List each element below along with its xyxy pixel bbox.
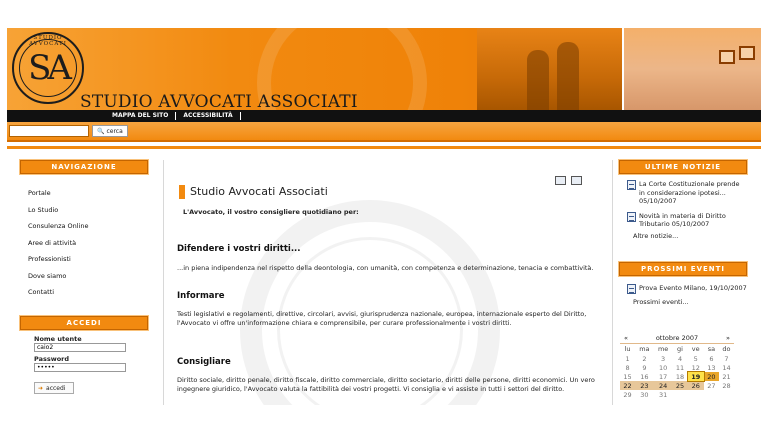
news-item-text: Novità in materia di Diritto Tributario 05/10/2007	[639, 211, 726, 228]
calendar-day[interactable]: 2	[642, 354, 647, 363]
calendar-day[interactable]: 4	[677, 354, 683, 363]
tagline: L'Avvocato, il vostro consigliere quotidiano per:	[183, 208, 359, 216]
login-title: ACCEDI	[20, 316, 148, 330]
login-button[interactable]	[34, 382, 74, 394]
calendar-day[interactable]: 25	[673, 381, 688, 390]
more-events-link[interactable]: Prossimi eventi...	[633, 298, 689, 306]
header-photo-office	[477, 28, 622, 110]
weekday-label: do	[722, 345, 731, 353]
calendar-day[interactable]: 8	[625, 363, 630, 372]
weekday-label: lu	[624, 345, 631, 353]
weekday-label: ve	[691, 345, 700, 353]
weekday-label: ma	[639, 345, 650, 353]
section-text-consigliare: Diritto sociale, diritto penale, diritto fiscale, diritto commerciale, diritto societario, diritti delle persone, diritti economici. Un vero ingegnere giuridico, l'Avvocato valuta la fattibilità dei vostri progetti. Vi consiglia e vi assiste in tutti i settori del diritto.	[177, 376, 595, 393]
navigation-panel	[20, 160, 148, 305]
calendar-day[interactable]: 11	[675, 363, 685, 372]
section-text-informare: Testi legislativi e regolamenti, direttive, circolari, avvisi, giurisprudenza nazionale, europea, internazionale esperto del Diritto, l'Avvocato vi offre un'informazione chiara e comprensibile, per curare professionalmente i vostri diritti.	[177, 310, 587, 327]
site-header	[7, 28, 761, 110]
calendar-day[interactable]: 18	[675, 372, 685, 381]
document-icon	[627, 180, 636, 190]
logo-monogram: SA	[28, 48, 68, 88]
calendar-day-today[interactable]: 19	[688, 372, 704, 381]
nav-item-consulenza-online[interactable]: Consulenza Online	[28, 222, 89, 230]
news-panel	[619, 160, 747, 240]
event-item[interactable]	[619, 284, 747, 294]
calendar-day[interactable]: 14	[722, 363, 731, 372]
calendar-next-button[interactable]: »	[726, 334, 730, 342]
calendar-day[interactable]: 3	[661, 354, 666, 363]
search-icon: 🔍	[97, 127, 105, 135]
calendar-day[interactable]: 23	[635, 381, 654, 390]
calendar-day-event[interactable]: 20	[704, 372, 719, 381]
calendar-day[interactable]: 6	[709, 354, 714, 363]
calendar-day[interactable]: 5	[693, 354, 698, 363]
login-panel	[20, 316, 148, 394]
section-heading-informare: Informare	[177, 291, 225, 301]
page-title: Studio Avvocati Associati	[179, 185, 328, 199]
search-bar	[7, 122, 761, 142]
login-arrow-icon: ➜	[38, 384, 44, 392]
calendar-day[interactable]: 12	[691, 363, 700, 372]
username-input[interactable]	[34, 343, 126, 352]
column-divider-left	[163, 160, 164, 405]
calendar-day[interactable]: 29	[623, 390, 632, 399]
event-item-text: Prova Evento Milano, 19/10/2007	[639, 284, 747, 292]
calendar-day	[688, 390, 704, 399]
news-item[interactable]	[619, 180, 747, 206]
calendar-day[interactable]: 27	[707, 381, 716, 390]
calendar-grid	[620, 344, 734, 399]
column-divider-right	[612, 160, 613, 405]
calendar-day	[719, 390, 734, 399]
password-input[interactable]	[34, 363, 126, 372]
top-navigation	[7, 110, 761, 122]
nav-item-aree-attivita[interactable]: Aree di attività	[28, 238, 77, 247]
password-label: Password	[34, 355, 70, 363]
nav-item-portale[interactable]: Portale	[28, 189, 51, 197]
search-button[interactable]	[92, 125, 128, 137]
events-panel	[619, 262, 747, 306]
calendar-day[interactable]: 17	[658, 372, 668, 381]
calendar-day[interactable]: 26	[688, 381, 704, 390]
page-tools	[555, 176, 582, 185]
calendar-day[interactable]: 31	[658, 390, 668, 399]
calendar-day[interactable]: 28	[722, 381, 731, 390]
username-label: Nome utente	[34, 335, 82, 343]
weekday-label: me	[657, 345, 669, 353]
calendar-day[interactable]: 1	[625, 354, 630, 363]
calendar-day[interactable]: 13	[707, 363, 716, 372]
document-icon	[627, 212, 636, 222]
document-icon	[627, 284, 636, 294]
news-item-text: La Corte Costituzionale prende in considerazione ipotesi... 05/10/2007	[639, 180, 740, 205]
site-title: STUDIO AVVOCATI ASSOCIATI	[80, 92, 358, 110]
calendar-day[interactable]: 30	[640, 390, 649, 399]
main-content	[165, 160, 610, 405]
print-icon[interactable]	[571, 176, 582, 185]
calendar-month: ottobre 2007	[655, 334, 699, 342]
section-heading-difendere: Difendere i vostri diritti...	[177, 244, 301, 254]
site-logo[interactable]	[12, 32, 84, 104]
accessibility-link[interactable]: ACCESSIBILITÀ	[176, 112, 240, 120]
section-text-difendere: ...in piena indipendenza nel rispetto della deontologia, con umanità, con competenza e determinazione, tenacia e combattività.	[177, 264, 594, 272]
nav-item-lo-studio[interactable]: Lo Studio	[28, 205, 59, 214]
calendar-day[interactable]: 16	[640, 372, 649, 381]
calendar-day	[704, 390, 719, 399]
calendar-day[interactable]: 10	[658, 363, 668, 372]
calendar-day[interactable]: 7	[724, 354, 729, 363]
calendar-day[interactable]: 22	[620, 381, 635, 390]
calendar-day[interactable]: 21	[722, 372, 731, 381]
nav-item-professionisti[interactable]: Professionisti	[28, 255, 71, 263]
calendar-day	[673, 390, 688, 399]
calendar-day[interactable]: 24	[654, 381, 673, 390]
logo-ring-text: STUDIO AVVOCATI	[29, 35, 67, 47]
search-input[interactable]	[9, 125, 89, 137]
login-button-label: accedi	[46, 384, 66, 392]
calendar-header	[620, 333, 734, 344]
nav-item-dove-siamo[interactable]: Dove siamo	[28, 271, 67, 280]
calendar-prev-button[interactable]: «	[624, 334, 628, 342]
header-photo-room	[622, 28, 761, 110]
events-title: PROSSIMI EVENTI	[619, 262, 747, 276]
search-button-label: cerca	[106, 127, 123, 135]
weekday-label: gi	[677, 345, 683, 353]
email-icon[interactable]	[555, 176, 566, 185]
news-title: ULTIME NOTIZIE	[619, 160, 747, 174]
section-heading-consigliare: Consigliare	[177, 357, 231, 367]
calendar	[620, 333, 734, 399]
nav-item-contatti[interactable]: Contatti	[28, 288, 55, 296]
calendar-day[interactable]: 15	[623, 372, 632, 381]
weekday-label: sa	[707, 345, 716, 353]
header-divider	[7, 146, 761, 149]
calendar-day[interactable]: 9	[642, 363, 647, 372]
sitemap-link[interactable]: MAPPA DEL SITO	[105, 112, 176, 120]
navigation-title: NAVIGAZIONE	[20, 160, 148, 174]
more-news-link[interactable]: Altre notizie...	[633, 231, 679, 240]
news-item[interactable]	[619, 212, 747, 229]
